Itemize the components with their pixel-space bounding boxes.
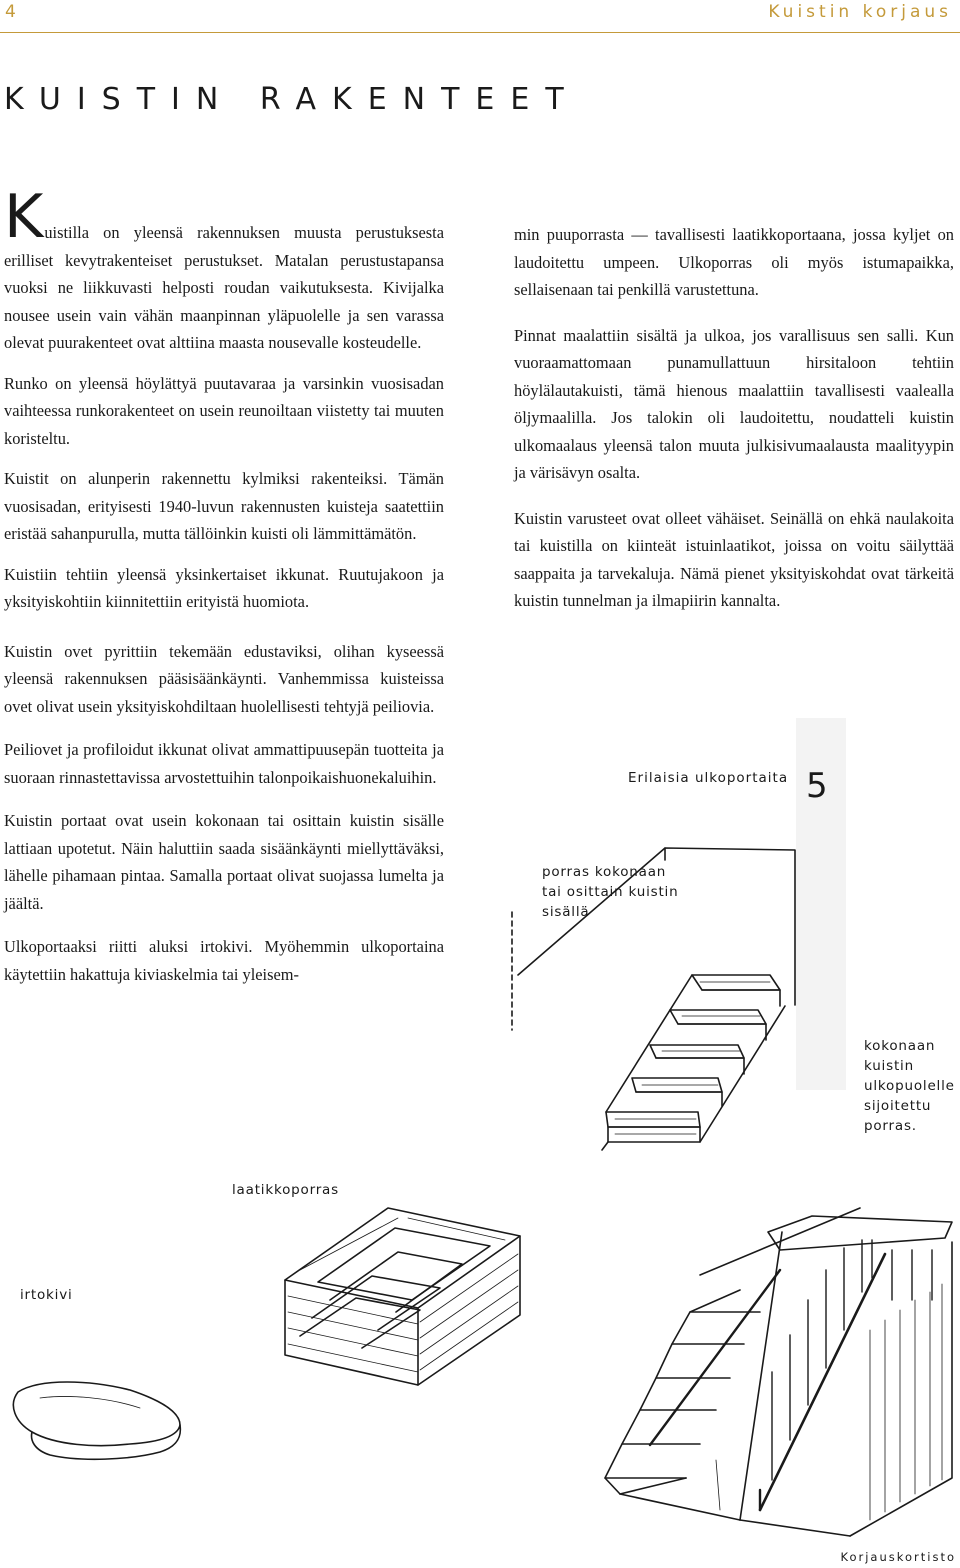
label-line: tai osittain kuistin bbox=[542, 884, 679, 900]
paragraph: Peiliovet ja profiloidut ikkunat olivat ammattipuusepän tuotteita ja suoraan rinnastettavissa arvostettuihin talonpoikaishuonekaluihin. bbox=[4, 740, 444, 787]
figure-caption: Erilaisia ulkoportaita bbox=[622, 770, 794, 786]
paragraph: Kuistin portaat ovat usein kokonaan tai osittain kuistin sisälle lattiaan upotetut. Näin haluttiin saada sisäänkäynti miellyttäväksi, lähelle pihamaan pintaa. Samalla portaat olivat suojassa lumelta ja jäältä. bbox=[4, 811, 444, 913]
label-line: sijoitettu bbox=[864, 1098, 932, 1114]
paragraph: Pinnat maalattiin sisältä ja ulkoa, jos varallisuus sen salli. Kun vuoraamattomaan punamullattuun hirsitaloon tehtiin höylälautakuisti, tämä hienous maalattiin tavallisesti vaalealla öljymaalilla. Jos talokin oli laudoitettu, noudatteli kuistin ulkomaalaus yleensä talon muuta julkisivumaalausta maalityypin ja värisävyn osalta. bbox=[514, 325, 954, 482]
drop-cap: K bbox=[4, 182, 44, 252]
footer-publisher: Korjauskortisto bbox=[840, 1550, 956, 1564]
figure-number: 5 bbox=[806, 766, 828, 806]
label-line: porras kokonaan bbox=[542, 864, 667, 880]
running-header-title: Kuistin korjaus bbox=[768, 2, 952, 22]
label-line: sisällä bbox=[542, 904, 590, 920]
page-number: 4 bbox=[5, 2, 16, 22]
paragraph: Ulkoportaaksi riitti aluksi irtokivi. Myöhemmin ulkoportaina käytettiin hakattuja kiviaskelmia tai yleisem- bbox=[4, 937, 444, 984]
paragraph: Kuistin varusteet ovat olleet vähäiset. Seinällä on ehkä naulakoita tai kuistilla on kiinteät istuinlaatikot, joissa on voitu säilyttää saappaita ja tarvekaluja. Nämä pienet yksityiskohdat ovat tärkeitä kuistin tunnelman ja ilmapiirin kannalta. bbox=[514, 508, 954, 610]
label-outside-stair bbox=[864, 1036, 955, 1136]
outside-stair-drawing bbox=[605, 1208, 952, 1536]
label-box-stair: laatikkoporras bbox=[232, 1182, 339, 1198]
paragraph: Runko on yleensä höylättyä puutavaraa ja varsinkin vuosisadan vaihteessa runkorakenteet on usein reunoiltaan viistetty tai muuten koristeltu. bbox=[4, 373, 444, 448]
label-inside-stair bbox=[542, 862, 678, 922]
label-line: ulkopuolelle bbox=[864, 1078, 955, 1094]
section-title: KUISTIN RAKENTEET bbox=[4, 82, 580, 117]
paragraph: Kuistin ovet pyrittiin tekemään edustaviksi, olihan kyseessä yleensä rakennuksen pääsisäänkäynti. Vanhemmissa kuisteissa ovet olivat usein yksityiskohdiltaan huolellisesti tehtyjä peiliovia. bbox=[4, 641, 444, 716]
paragraph: min puuporrasta — tavallisesti laatikkoportaana, jossa kyljet on laudoitettu umpeen. Ulkoporras oli myös istumapaikka, sellaisenaan tai penkillä varustettuna. bbox=[514, 225, 954, 299]
label-line: porras. bbox=[864, 1118, 917, 1134]
paragraph: Kuistit on alunperin rakennettu kylmiksi rakenteiksi. Tämän vuosisadan, erityisesti 1940-luvun rakennusten kuisteja saatettiin eristää sahanpurulla, mutta tällöinkin kuisti oli lämmittämätön. bbox=[4, 469, 444, 543]
paragraph: Kuistiin tehtiin yleensä yksinkertaiset ikkunat. Ruutujakoon ja yksityiskohtiin kiinnitettiin erityistä huomiota. bbox=[4, 564, 444, 611]
box-stair-drawing bbox=[285, 1208, 520, 1385]
loose-stone-drawing bbox=[13, 1382, 180, 1459]
label-loose-stone: irtokivi bbox=[20, 1287, 73, 1303]
label-line: kuistin bbox=[864, 1058, 914, 1074]
label-line: kokonaan bbox=[864, 1038, 936, 1054]
paragraph-text: uistilla on yleensä rakennuksen muusta perustuksesta erilliset kevytrakenteiset perustukset. Matalan perustustapansa vuoksi ne liikkuvasti helposti roudan vaikutuksesta. Kivijalka nousee usein vain vähän maanpinnan yläpuolelle ja sen varassa olevat puurakenteet ovat alttiina maasta nousevalle kosteudelle. bbox=[4, 223, 444, 352]
